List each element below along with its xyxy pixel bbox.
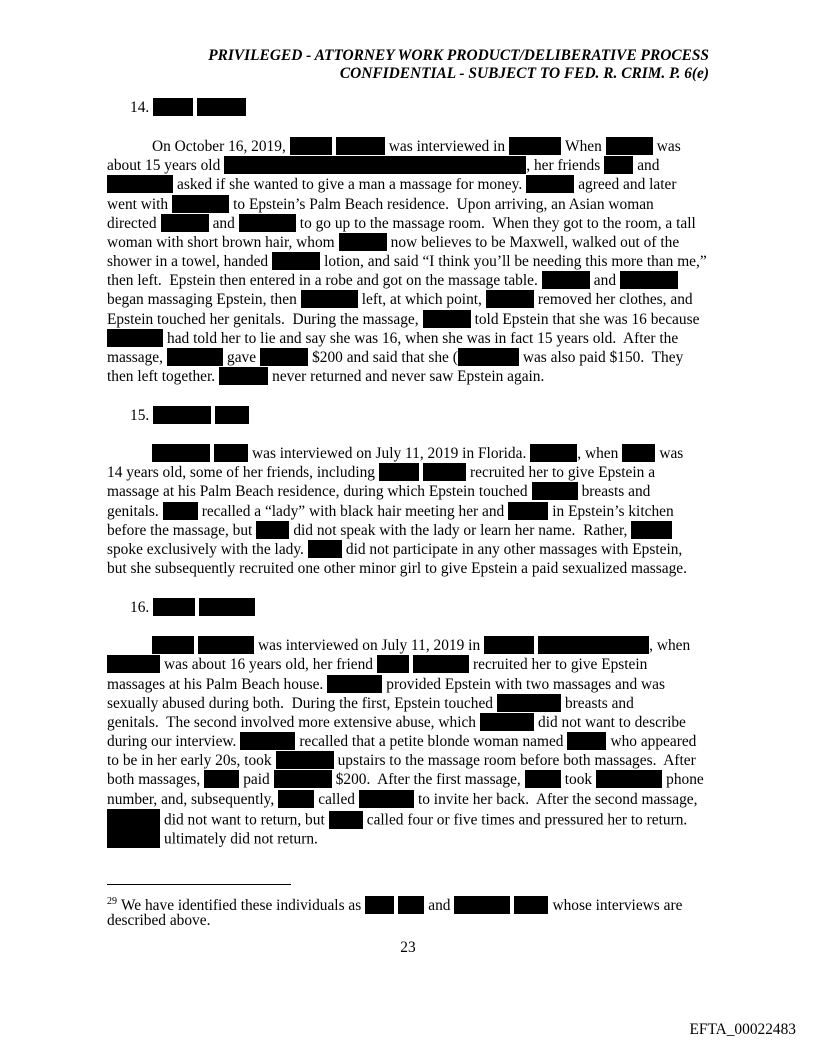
paragraph-line: [107, 156, 659, 175]
redaction-box: [486, 290, 534, 308]
redaction-box: [239, 214, 296, 232]
text-segment: recruited her to give Epstein: [473, 656, 648, 673]
redaction-box: [107, 655, 160, 673]
section-number: 14.: [130, 99, 150, 116]
paragraph-line: [107, 694, 634, 713]
text-segment: was interviewed on July 11, 2019 in: [258, 637, 481, 654]
footnote-line: [107, 892, 683, 914]
redaction-box: [198, 636, 254, 654]
redaction-box: [107, 809, 160, 829]
text-segment: , when: [649, 637, 691, 654]
text-segment: then left. Epstein then entered in a robe and got on the massage table.: [107, 272, 538, 289]
redaction-box: [508, 502, 548, 520]
redaction-box: [538, 636, 649, 654]
text-segment: called: [318, 791, 355, 808]
paragraph-line: [107, 195, 654, 214]
paragraph-line: [107, 290, 693, 309]
text-segment: then left together.: [107, 368, 216, 385]
redaction-box: [107, 329, 163, 347]
text-segment: did not speak with the lady or learn her name. Rather,: [293, 522, 628, 539]
paragraph-line: [107, 828, 318, 847]
text-segment: massages at his Palm Beach house.: [107, 676, 324, 693]
text-segment: to be in her early 20s, took: [107, 752, 272, 769]
paragraph-line: [107, 770, 704, 789]
redaction-box: [606, 137, 653, 155]
redaction-box: [224, 156, 526, 174]
text-segment: and: [428, 897, 451, 914]
footnote-separator: [107, 884, 291, 885]
redaction-box: [604, 156, 633, 174]
paragraph-line: [107, 348, 683, 367]
text-segment: who appeared: [610, 733, 697, 750]
text-segment: but she subsequently recruited one other minor girl to give Epstein a paid sexualized massage.: [107, 560, 687, 577]
paragraph-line: [152, 137, 681, 156]
paragraph-line: [107, 175, 676, 194]
text-segment: removed her clothes, and: [537, 291, 693, 308]
text-segment: lotion, and said “I think you’ll be needing this more than me,”: [324, 253, 707, 270]
paragraph-line: [107, 233, 679, 252]
page-number: 23: [400, 939, 416, 956]
text-segment: agreed and later: [578, 176, 677, 193]
paragraph-line: [107, 809, 687, 828]
text-segment: did not want to describe: [538, 714, 686, 731]
redaction-box: [514, 896, 548, 914]
redaction-box: [398, 896, 424, 914]
section-heading-14: [130, 98, 250, 117]
text-segment: now believes to be Maxwell, walked out of the: [390, 234, 680, 251]
text-segment: was about 16 years old, her friend: [164, 656, 373, 673]
text-segment: genitals. The second involved more extensive abuse, which: [107, 714, 476, 731]
text-segment: When: [565, 138, 602, 155]
redaction-box: [197, 98, 246, 116]
text-segment: took: [564, 771, 593, 788]
text-segment: 14 years old, some of her friends, including: [107, 464, 375, 481]
text-segment: shower in a towel, handed: [107, 253, 269, 270]
text-segment: recruited her to give Epstein a: [470, 464, 656, 481]
text-segment: gave: [227, 349, 257, 366]
redaction-box: [256, 521, 289, 539]
paragraph-line: [107, 713, 686, 732]
redaction-box: [290, 137, 332, 155]
paragraph-line: [107, 521, 676, 540]
paragraph-line: [107, 310, 699, 329]
text-segment: in Epstein’s kitchen: [552, 503, 674, 520]
redaction-box: [167, 348, 223, 366]
redaction-box: [153, 598, 195, 616]
footnote-line: [107, 911, 210, 930]
paragraph-line: [152, 636, 690, 655]
text-segment: described above.: [107, 912, 211, 929]
redaction-box: [215, 406, 249, 424]
redaction-box: [260, 348, 308, 366]
redaction-box: [153, 98, 193, 116]
redaction-box: [219, 367, 268, 385]
text-segment: We have identified these individuals as: [121, 897, 362, 914]
redaction-box: [379, 463, 419, 481]
redaction-box: [107, 828, 160, 848]
text-segment: both massages,: [107, 771, 201, 788]
text-segment: number, and, subsequently,: [107, 791, 275, 808]
paragraph-line: [107, 540, 682, 559]
redaction-box: [377, 655, 409, 673]
text-segment: to Epstein’s Palm Beach residence. Upon arriving, an Asian woman: [233, 196, 654, 213]
redaction-box: [336, 137, 385, 155]
redaction-box: [152, 444, 210, 462]
section-heading-16: [130, 598, 259, 617]
text-segment: genitals.: [107, 503, 159, 520]
redaction-box: [152, 636, 194, 654]
redaction-box: [532, 482, 578, 500]
text-segment: was: [659, 445, 684, 462]
text-segment: upstairs to the massage room before both massages. After: [337, 752, 696, 769]
redaction-box: [172, 195, 229, 213]
text-segment: during our interview.: [107, 733, 237, 750]
text-segment: phone: [666, 771, 704, 788]
redaction-box: [365, 896, 394, 914]
redaction-box: [497, 694, 561, 712]
redaction-box: [423, 310, 471, 328]
redaction-box: [622, 444, 655, 462]
text-segment: to invite her back. After the second massage,: [417, 791, 698, 808]
text-segment: paid: [243, 771, 270, 788]
redaction-box: [276, 751, 334, 769]
redaction-box: [631, 521, 672, 539]
text-segment: recalled a “lady” with black hair meeting her and: [201, 503, 505, 520]
paragraph-line: [107, 502, 674, 521]
text-segment: told Epstein that she was 16 because: [474, 311, 700, 328]
redaction-box: [413, 655, 469, 673]
redaction-box: [509, 137, 561, 155]
text-segment: directed: [107, 215, 157, 232]
text-segment: about 15 years old: [107, 157, 221, 174]
redaction-box: [278, 790, 314, 808]
text-segment: breasts and: [564, 695, 634, 712]
redaction-box: [274, 770, 332, 788]
paragraph-line: [107, 655, 647, 674]
text-segment: breasts and: [581, 483, 651, 500]
text-segment: massage,: [107, 349, 163, 366]
paragraph-line: [107, 675, 665, 694]
section-heading-15: [130, 406, 253, 425]
text-segment: began massaging Epstein, then: [107, 291, 297, 308]
paragraph-line: [107, 214, 696, 233]
redaction-box: [359, 790, 414, 808]
paragraph-line: [107, 482, 650, 501]
redaction-box: [301, 290, 358, 308]
text-segment: woman with short brown hair, whom: [107, 234, 335, 251]
text-segment: did not participate in any other massages with Epstein,: [345, 541, 683, 558]
text-segment: and: [593, 272, 617, 289]
text-segment: before the massage, but: [107, 522, 253, 539]
text-segment: recalled that a petite blonde woman named: [299, 733, 564, 750]
text-segment: asked if she wanted to give a man a massage for money.: [177, 176, 523, 193]
redaction-box: [327, 675, 382, 693]
redaction-box: [484, 636, 534, 654]
paragraph-line: [107, 751, 696, 770]
redaction-box: [214, 444, 248, 462]
redaction-box: [240, 732, 295, 750]
redaction-box: [458, 348, 519, 366]
redaction-box: [163, 502, 198, 520]
redaction-box: [329, 811, 363, 829]
text-segment: , when: [577, 445, 619, 462]
redaction-box: [161, 214, 209, 232]
text-segment: ultimately did not return.: [164, 830, 318, 848]
text-segment: massage at his Palm Beach residence, during which Epstein touched: [107, 483, 528, 500]
redaction-box: [567, 732, 606, 750]
paragraph-line: [107, 367, 544, 386]
header-confidential-line: CONFIDENTIAL - SUBJECT TO FED. R. CRIM. P. 6(e): [339, 65, 709, 82]
redaction-box: [596, 770, 662, 788]
text-segment: and: [637, 157, 660, 174]
text-segment: whose interviews are: [552, 897, 683, 914]
text-segment: never returned and never saw Epstein again.: [272, 368, 545, 385]
header-privilege-line: PRIVILEGED - ATTORNEY WORK PRODUCT/DELIBERATIVE PROCESS: [208, 47, 709, 64]
redaction-box: [339, 233, 387, 251]
redaction-box: [199, 598, 255, 616]
text-segment: was interviewed in: [388, 138, 506, 155]
text-segment: had told her to lie and say she was 16, when she was in fact 15 years old. After the: [167, 330, 679, 347]
section-number: 16.: [130, 599, 150, 616]
redaction-box: [525, 770, 561, 788]
footnote-marker: 29: [107, 896, 117, 907]
text-segment: to go up to the massage room. When they got to the room, a tall: [299, 215, 696, 232]
text-segment: $200. After the first massage,: [335, 771, 521, 788]
paragraph-line: [107, 271, 682, 290]
redaction-box: [153, 406, 211, 424]
redaction-box: [526, 175, 574, 193]
section-number: 15.: [130, 407, 150, 424]
text-segment: spoke exclusively with the lady.: [107, 541, 304, 558]
paragraph-line: [107, 329, 678, 348]
text-segment: was: [656, 138, 681, 155]
redaction-box: [272, 252, 320, 270]
redaction-box: [423, 463, 466, 481]
redaction-box: [204, 770, 239, 788]
paragraph-line: [107, 790, 698, 809]
text-segment: On October 16, 2019,: [152, 138, 286, 155]
paragraph-line: [107, 252, 707, 271]
redaction-box: [530, 444, 577, 462]
text-segment: , her friends: [526, 157, 601, 174]
redaction-box: [542, 271, 590, 289]
redaction-box: [620, 271, 678, 289]
paragraph-line: [152, 444, 683, 463]
text-segment: Epstein touched her genitals. During the massage,: [107, 311, 419, 328]
text-segment: went with: [107, 196, 169, 213]
text-segment: and: [212, 215, 235, 232]
paragraph-line: [107, 463, 655, 482]
redaction-box: [308, 540, 342, 558]
text-segment: provided Epstein with two massages and was: [386, 676, 665, 693]
redaction-box: [454, 896, 510, 914]
text-segment: sexually abused during both. During the first, Epstein touched: [107, 695, 493, 712]
text-segment: left, at which point,: [361, 291, 482, 308]
redaction-box: [480, 713, 534, 731]
text-segment: did not want to return, but: [164, 811, 325, 829]
text-segment: called four or five times and pressured her to return.: [366, 811, 688, 829]
paragraph-line: [107, 559, 687, 578]
text-segment: was interviewed on July 11, 2019 in Florida.: [252, 445, 527, 462]
redaction-box: [107, 175, 173, 193]
text-segment: was also paid $150. They: [522, 349, 684, 366]
paragraph-line: [107, 732, 696, 751]
text-segment: $200 and said that she (: [312, 349, 458, 366]
bates-number: EFTA_00022483: [689, 1021, 796, 1038]
